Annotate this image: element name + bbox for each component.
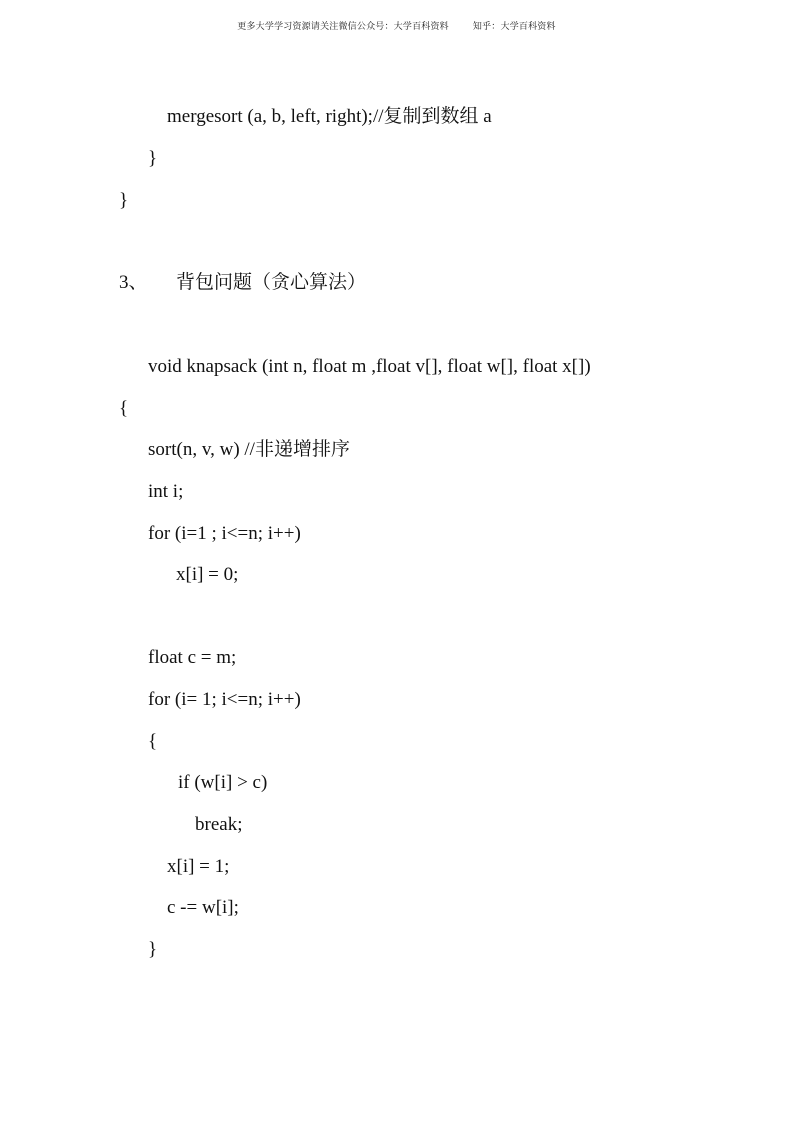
code-line-float-c: float c = m; <box>148 647 237 668</box>
code-line-c-minus: c -= w[i]; <box>167 897 239 918</box>
code-line-function-signature: void knapsack (int n, float m ,float v[], float w[], float x[]) <box>148 356 591 377</box>
code-line-for-loop: for (i= 1; i<=n; i++) <box>148 689 301 710</box>
code-line-x-one: x[i] = 1; <box>167 856 230 877</box>
code-line-break: break; <box>195 814 243 835</box>
code-line-loop-open-brace: { <box>148 731 158 752</box>
code-line-mergesort: mergesort (a, b, left, right);//复制到数组 a <box>167 106 492 127</box>
section-number: 3、 <box>119 272 148 293</box>
section-title: 背包问题（贪心算法） <box>176 272 367 293</box>
code-line-open-brace: { <box>119 398 129 419</box>
code-line-close-brace-inner: } <box>148 148 158 169</box>
code-line-int-decl: int i; <box>148 481 184 502</box>
code-line-if: if (w[i] > c) <box>178 772 268 793</box>
header-right-text: 知乎：大学百科资料 <box>472 21 556 31</box>
header-left-text: 更多大学学习资源请关注微信公众号：大学百科资料 <box>237 21 449 31</box>
page-header <box>0 19 793 32</box>
code-line-sort: sort(n, v, w) //非递增排序 <box>148 439 350 460</box>
code-line-x-zero: x[i] = 0; <box>176 564 239 585</box>
code-line-close-brace-outer: } <box>119 190 129 211</box>
code-line-for-init: for (i=1 ; i<=n; i++) <box>148 523 301 544</box>
code-line-loop-close-brace: } <box>148 939 158 960</box>
